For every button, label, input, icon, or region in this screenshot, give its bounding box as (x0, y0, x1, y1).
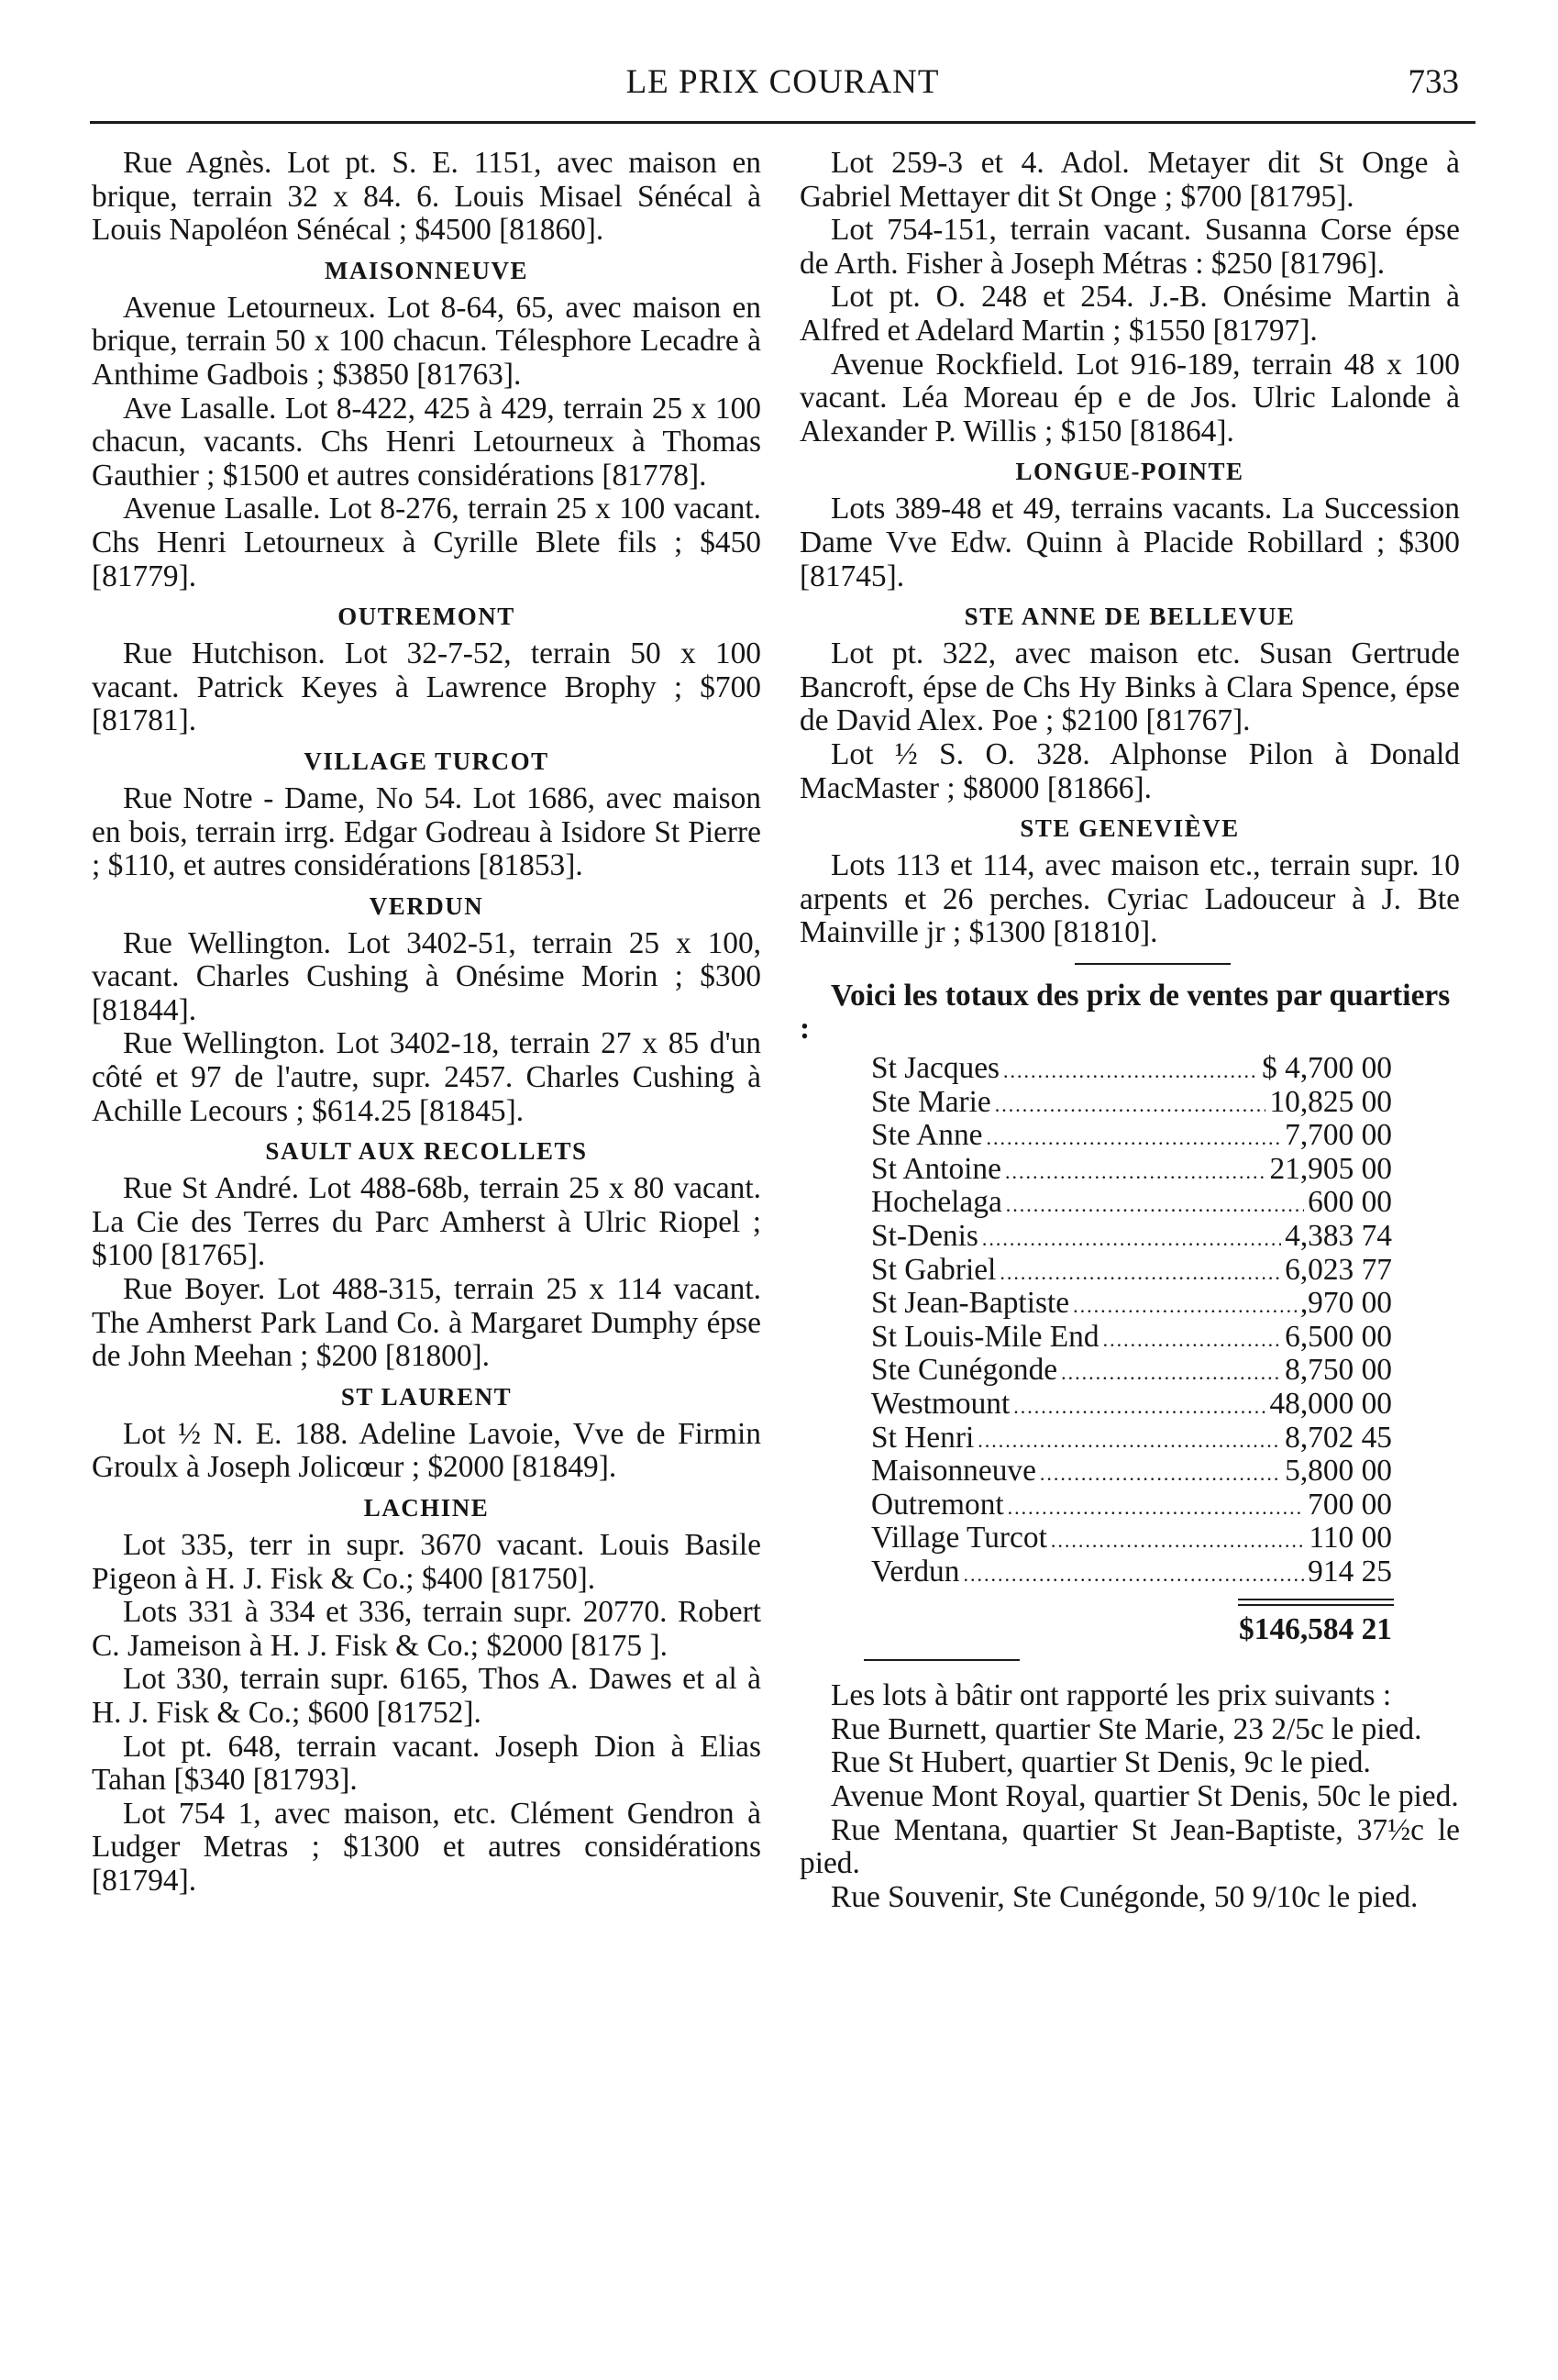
district-name: St-Denis (871, 1219, 978, 1254)
listing-entry: Rue Burnett, quartier Ste Marie, 23 2/5c le pied. (831, 1711, 1422, 1746)
left-column (92, 147, 761, 1898)
district-amount: ,970 00 (1299, 1286, 1392, 1321)
total-row (871, 1254, 1392, 1288)
district-amount: 6,023 77 (1285, 1252, 1392, 1287)
listing-entry: Rue Notre - Dame, No 54. Lot 1686, avec maison en bois, terrain irrg. Edgar Godreau à Isidore St Pierre ; $110, et autres considérations [81853]. (92, 780, 761, 883)
section-heading: SAULT AUX RECOLLETS (265, 1137, 588, 1166)
right-column (800, 147, 1460, 1914)
district-amount: 4,383 74 (1285, 1219, 1392, 1254)
total-row (871, 1052, 1392, 1086)
section-divider (864, 1659, 1020, 1661)
listing-entry: Lot 754 1, avec maison, etc. Clément Gendron à Ludger Metras ; $1300 et autres considérations [81794]. (92, 1796, 761, 1898)
listing-entry: Avenue Mont Royal, quartier St Denis, 50c le pied. (831, 1778, 1459, 1813)
listing-entry: Lot 754-151, terrain vacant. Susanna Corse épse de Arth. Fisher à Joseph Métras : $250 [81796]. (800, 213, 1460, 281)
leader-dots (978, 1424, 1281, 1458)
listing-entry: Rue Hutchison. Lot 32-7-52, terrain 50 x 100 vacant. Patrick Keyes à Lawrence Brophy ; $700 [81781]. (92, 637, 761, 738)
leader-dots (1061, 1356, 1281, 1390)
district-amount: 21,905 00 (1269, 1151, 1392, 1186)
section-heading: VERDUN (369, 891, 484, 920)
listing-entry: Lot ½ S. O. 328. Alphonse Pilon à Donald MacMaster ; $8000 [81866]. (800, 736, 1460, 805)
district-name: St Jean-Baptiste (871, 1286, 1070, 1321)
district-amount: 10,825 00 (1269, 1084, 1392, 1119)
running-title: LE PRIX COURANT (625, 63, 940, 101)
district-amount: 110 00 (1309, 1521, 1392, 1555)
section-heading: ST LAURENT (340, 1382, 513, 1411)
listing-entry: Rue Wellington. Lot 3402-51, terrain 25 x 100, vacant. Charles Cushing à Onésime Morin ; $300 [81844]. (92, 925, 761, 1027)
right-column-listings (800, 147, 1460, 950)
listing-entry: Rue Wellington. Lot 3402-18, terrain 27 x 85 d'un côté et 97 de l'autre, supr. 2457. Charles Cushing à Achille Lecours ; $614.25 [81845]. (92, 1026, 761, 1128)
leader-dots (1000, 1256, 1281, 1290)
leader-dots (963, 1558, 1304, 1592)
listing-entry: Lots 113 et 114, avec maison etc., terrain supr. 10 arpents et 26 perches. Cyriac Ladouceur à J. Bte Mainville jr ; $1300 [81810]. (800, 848, 1460, 950)
total-row (871, 1153, 1392, 1187)
listing-entry: Lot pt. 322, avec maison etc. Susan Gertrude Bancroft, épse de Chs Hy Binks à Clara Spence, épse de David Alex. Poe ; $2100 [81767]. (800, 637, 1460, 738)
page-number: 733 (1408, 63, 1459, 101)
district-name: St Gabriel (871, 1252, 997, 1287)
section-heading: STE ANNE DE BELLEVUE (964, 603, 1296, 631)
listing-entry: Lot 259-3 et 4. Adol. Metayer dit St Onge à Gabriel Mettayer dit St Onge ; $700 [81795]. (800, 146, 1460, 214)
district-name: Ste Cunégonde (871, 1353, 1058, 1388)
total-row (871, 1186, 1392, 1220)
district-amount: 914 25 (1308, 1554, 1392, 1589)
listing-entry: Ave Lasalle. Lot 8-422, 425 à 429, terrain 25 x 100 chacun, vacants. Chs Henri Letourneux à Thomas Gauthier ; $1500 et autres considérations [81778]. (92, 391, 761, 493)
district-amount: 8,702 45 (1285, 1420, 1392, 1455)
total-row (871, 1388, 1392, 1422)
listing-entry: Lot pt. O. 248 et 254. J.-B. Onésime Martin à Alfred et Adelard Martin ; $1550 [81797]. (800, 280, 1460, 348)
section-heading: OUTREMONT (337, 603, 515, 631)
total-row (871, 1489, 1392, 1522)
section-heading: MAISONNEUVE (324, 256, 529, 284)
listing-entry: Avenue Letourneux. Lot 8-64, 65, avec maison en brique, terrain 50 x 100 chacun. Télesphore Lecadre à Anthime Gadbois ; $3850 [81763]. (92, 290, 761, 392)
section-heading: LONGUE-POINTE (1015, 458, 1244, 486)
totals-intro: Voici les totaux des prix de ventes par quartiers : (800, 978, 1451, 1046)
district-name: Outremont (871, 1487, 1004, 1522)
building-lot-prices (800, 1679, 1460, 1914)
leader-dots (1103, 1323, 1282, 1357)
total-row (871, 1220, 1392, 1254)
leader-dots (1073, 1290, 1297, 1323)
listing-entry: Rue Agnès. Lot pt. S. E. 1151, avec maison en brique, terrain 32 x 84. 6. Louis Misael Sénécal à Louis Napoléon Sénécal ; $4500 [81860]. (92, 146, 761, 248)
district-name: St Henri (871, 1420, 975, 1455)
district-name: St Louis-Mile End (871, 1319, 1099, 1354)
total-row (871, 1555, 1392, 1589)
total-row (871, 1086, 1392, 1120)
total-row (871, 1119, 1392, 1153)
district-amount: 8,750 00 (1285, 1353, 1392, 1388)
listing-entry: Lot pt. 648, terrain vacant. Joseph Dion à Elias Tahan [$340 [81793]. (92, 1729, 761, 1798)
district-name: St Antoine (871, 1151, 1001, 1186)
listing-entry: Lots 331 à 334 et 336, terrain supr. 20770. Robert C. Jameison à H. J. Fisk & Co.; $2000 [8175 ]. (92, 1595, 761, 1663)
leader-dots (1013, 1390, 1265, 1424)
section-heading: STE GENEVIÈVE (1020, 814, 1240, 843)
running-head (90, 57, 1475, 110)
district-amount: 48,000 00 (1269, 1387, 1392, 1421)
total-row (871, 1354, 1392, 1388)
leader-dots (1003, 1055, 1258, 1089)
district-name: Ste Anne (871, 1118, 983, 1153)
leader-dots (1006, 1189, 1304, 1223)
district-name: St Jacques (871, 1051, 1000, 1086)
district-amount: 600 00 (1308, 1185, 1392, 1220)
listing-entry: Rue St Hubert, quartier St Denis, 9c le pied. (831, 1745, 1371, 1780)
listing-entry: Lot 335, terr in supr. 3670 vacant. Louis Basile Pigeon à H. J. Fisk & Co.; $400 [81750]. (92, 1528, 761, 1596)
district-name: Hochelaga (871, 1185, 1002, 1220)
listing-entry: Avenue Rockfield. Lot 916-189, terrain 48 x 100 vacant. Léa Moreau ép e de Jos. Ulric Lalonde à Alexander P. Willis ; $150 [81864]. (800, 347, 1460, 448)
district-name: Ste Marie (871, 1084, 991, 1119)
district-name: Westmount (871, 1387, 1011, 1421)
district-amount: $ 4,700 00 (1262, 1051, 1392, 1086)
listing-entry: Rue Souvenir, Ste Cunégonde, 50 9/10c le pied. (831, 1879, 1419, 1914)
section-heading: VILLAGE TURCOT (304, 747, 549, 775)
district-amount: 7,700 00 (1285, 1118, 1392, 1153)
district-amount: 700 00 (1308, 1487, 1392, 1522)
totals-table (871, 1052, 1392, 1589)
leader-dots (1008, 1491, 1305, 1525)
leader-dots (1051, 1524, 1306, 1558)
district-amount: 6,500 00 (1285, 1319, 1392, 1354)
listing-entry: Avenue Lasalle. Lot 8-276, terrain 25 x 100 vacant. Chs Henri Letourneux à Cyrille Blete fils ; $450 [81779]. (92, 492, 761, 593)
leader-dots (1005, 1156, 1266, 1190)
total-double-rule (1238, 1599, 1394, 1606)
district-name: Village Turcot (871, 1521, 1047, 1555)
district-amount: 5,800 00 (1285, 1454, 1392, 1489)
header-rule (90, 121, 1475, 124)
listing-entry: Lots 389-48 et 49, terrains vacants. La Succession Dame Vve Edw. Quinn à Placide Robillard ; $300 [81745]. (800, 492, 1460, 593)
listing-entry: Rue Boyer. Lot 488-315, terrain 25 x 114 vacant. The Amherst Park Land Co. à Margaret Dumphy épse de John Meehan ; $200 [81800]. (92, 1272, 761, 1374)
total-row (871, 1321, 1392, 1355)
section-divider (1075, 963, 1231, 965)
listing-entry: Lot 330, terrain supr. 6165, Thos A. Dawes et al à H. J. Fisk & Co.; $600 [81752]. (92, 1662, 761, 1730)
district-name: Verdun (871, 1554, 960, 1589)
leader-dots (995, 1089, 1266, 1123)
total-row (871, 1522, 1392, 1555)
listing-entry: Les lots à bâtir ont rapporté les prix suivants : (831, 1678, 1392, 1713)
district-name: Maisonneuve (871, 1454, 1036, 1489)
total-row (871, 1287, 1392, 1321)
section-heading: LACHINE (363, 1494, 490, 1522)
listing-entry: Rue St André. Lot 488-68b, terrain 25 x 80 vacant. La Cie des Terres du Parc Amherst à Ulric Riopel ; $100 [81765]. (92, 1171, 761, 1273)
total-row (871, 1422, 1392, 1456)
listing-entry: Rue Mentana, quartier St Jean-Baptiste, 37½c le pied. (800, 1812, 1460, 1881)
leader-dots (982, 1223, 1281, 1256)
leader-dots (987, 1122, 1282, 1156)
total-row (871, 1455, 1392, 1489)
listing-entry: Lot ½ N. E. 188. Adeline Lavoie, Vve de Firmin Groulx à Joseph Jolicœur ; $2000 [81849]. (92, 1416, 761, 1485)
grand-total: $146,584 21 (1239, 1611, 1392, 1646)
leader-dots (1040, 1457, 1281, 1491)
